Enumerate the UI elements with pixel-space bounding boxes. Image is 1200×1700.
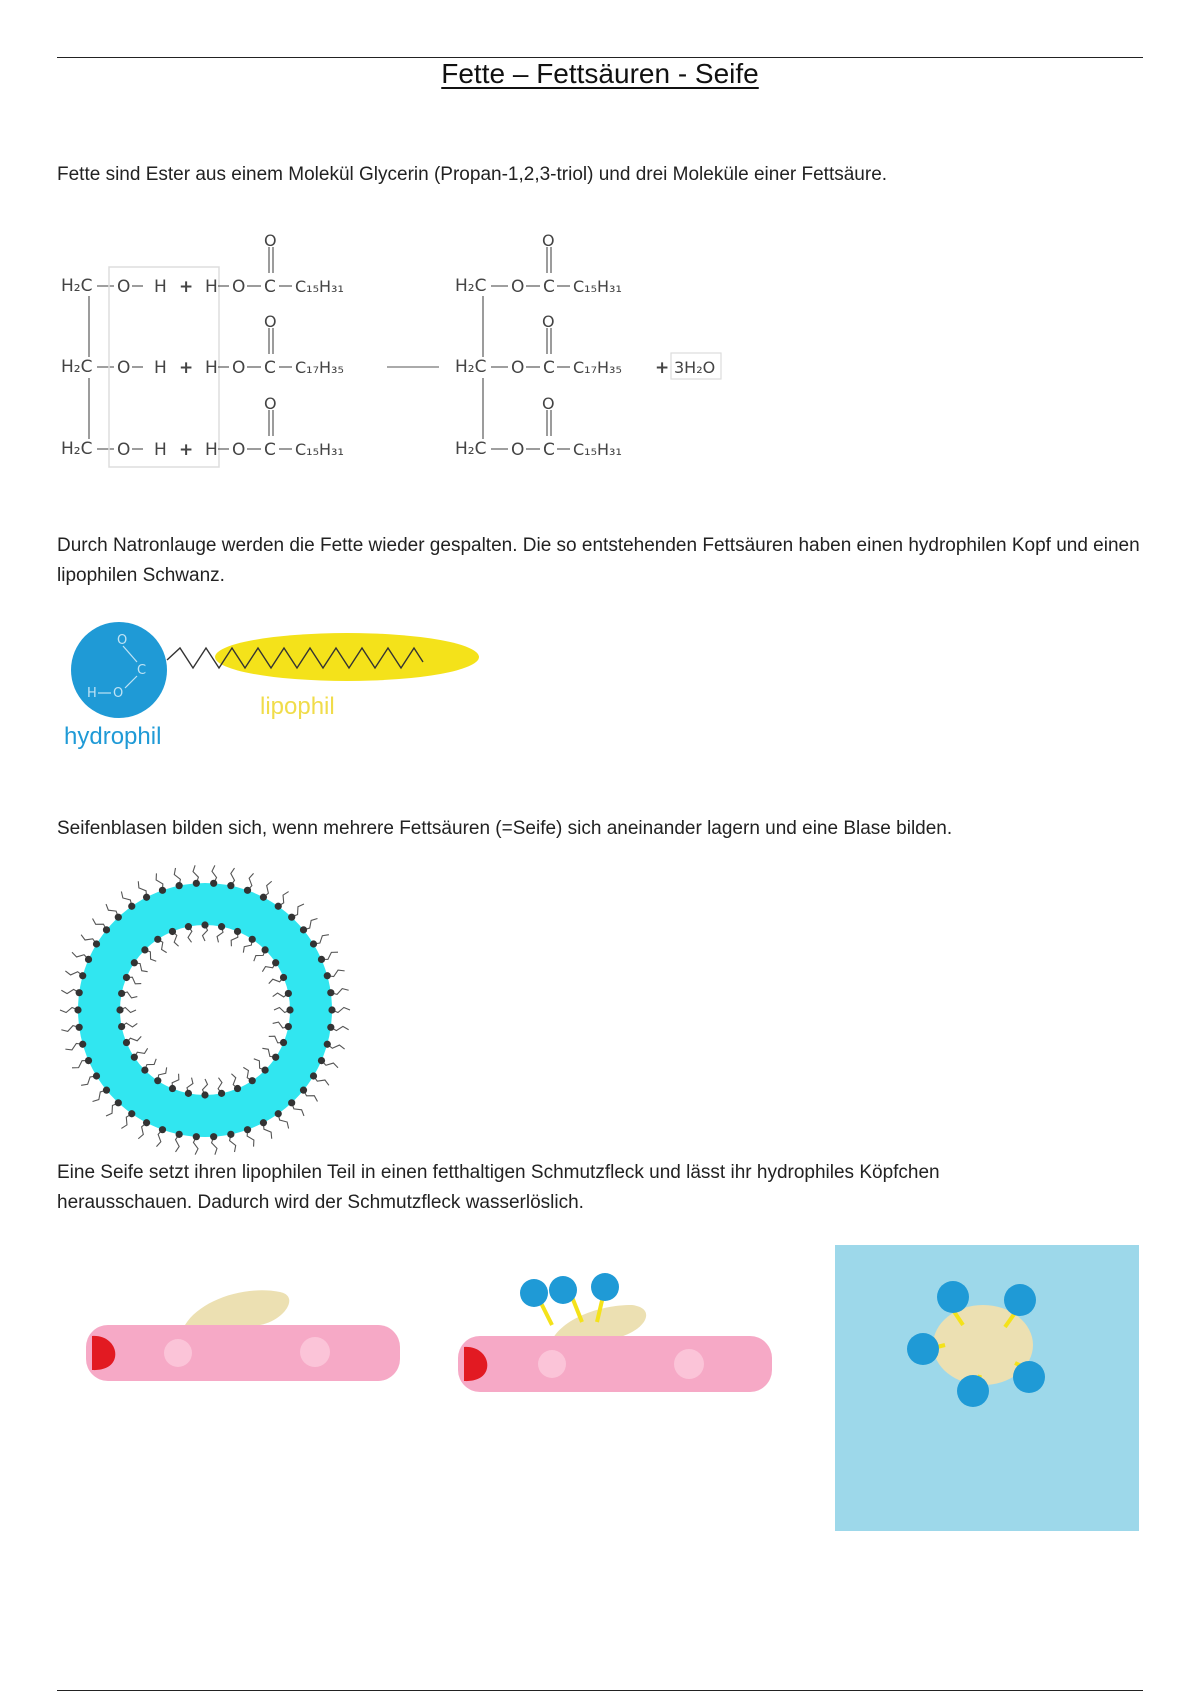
soap-head [549, 1276, 577, 1304]
page-title: Fette – Fettsäuren - Seife [441, 58, 759, 89]
hydrophil-label: hydrophil [64, 723, 162, 750]
surfactant-head [154, 936, 161, 943]
soap-on-stain-illustration [432, 1260, 792, 1440]
surfactant-head [154, 1077, 161, 1084]
surfactant-head [318, 1057, 325, 1064]
surfactant-head [115, 1099, 122, 1106]
surfactant-head [93, 1072, 100, 1079]
fatty-acid-1 [205, 231, 344, 297]
surfactant-head [327, 989, 334, 996]
surfactant-head [141, 946, 148, 953]
lipophil-tail-ellipse [215, 633, 479, 681]
svg-text:O: O [264, 231, 277, 250]
lipophil-label: lipophil [260, 693, 335, 720]
soap-head [591, 1273, 619, 1301]
surfactant-head [79, 972, 86, 979]
svg-text:O: O [113, 686, 124, 701]
glycerol-group-2: H₂C [61, 357, 93, 377]
surfactant-head [128, 903, 135, 910]
surfactant-head [310, 940, 317, 947]
soap-bubble-diagram [57, 862, 357, 1162]
surfactant-head [210, 1133, 217, 1140]
surfactant-head [76, 989, 83, 996]
surfactant-head [79, 1041, 86, 1048]
surfactant-head [275, 1110, 282, 1117]
surfactant-head [260, 1119, 267, 1126]
surfactant-head [176, 1131, 183, 1138]
surfactant-head [227, 882, 234, 889]
surfactant-head [300, 926, 307, 933]
surfactant-head [272, 1054, 279, 1061]
svg-text:O: O [232, 358, 246, 378]
glycerol-molecule [61, 276, 167, 460]
surfactant-head [115, 914, 122, 921]
finger [86, 1325, 400, 1381]
svg-text:C: C [264, 277, 276, 297]
surfactant-head [288, 914, 295, 921]
surfactant-head [76, 1024, 83, 1031]
surfactant-head [85, 1057, 92, 1064]
svg-text:C₁₅H₃₁: C₁₅H₃₁ [573, 277, 622, 296]
surfactant-head [249, 936, 256, 943]
surfactant-head [85, 956, 92, 963]
svg-text:O: O [117, 633, 128, 648]
surfactant-head [131, 1054, 138, 1061]
surfactant-head [218, 923, 225, 930]
surfactant-head [123, 1039, 130, 1046]
surfactant-head [285, 1023, 292, 1030]
svg-text:H: H [87, 686, 97, 701]
svg-text:H: H [205, 277, 218, 297]
surfactant-head [143, 894, 150, 901]
grease-stain [185, 1290, 289, 1325]
surfactant-head [324, 1041, 331, 1048]
surfactant-head [103, 926, 110, 933]
inner-surfactant-layer [116, 921, 293, 1098]
surfactant-head [103, 1087, 110, 1094]
fatty-acid-figure [57, 622, 437, 752]
plus-water: + [655, 358, 670, 378]
plus-signs [179, 277, 193, 460]
svg-text:C₁₅H₃₁: C₁₅H₃₁ [573, 440, 622, 459]
surfactant-head [327, 1024, 334, 1031]
surfactant-head [141, 1067, 148, 1074]
svg-text:+: + [179, 358, 194, 378]
surfactant-head [244, 1126, 251, 1133]
hydroxyl-o-1: O [117, 277, 131, 297]
chain-3: C₁₅H₃₁ [295, 440, 344, 459]
surfactant-head [285, 990, 292, 997]
surfactant-head [234, 928, 241, 935]
surfactant-head [286, 1006, 293, 1013]
surfactant-head [300, 1087, 307, 1094]
svg-text:O: O [542, 394, 555, 413]
hydroxyl-o-3: O [117, 440, 131, 460]
soap-head [520, 1279, 548, 1307]
svg-text:+: + [179, 440, 194, 460]
hydroxyl-h-3: H [154, 440, 167, 460]
glycerol-group-3: H₂C [61, 439, 93, 459]
svg-text:O: O [542, 231, 555, 250]
svg-text:C: C [543, 277, 555, 297]
surfactant-head [280, 974, 287, 981]
surfactant-head [143, 1119, 150, 1126]
surfactant-head [324, 972, 331, 979]
svg-text:C: C [137, 663, 147, 678]
surfactant-head [193, 880, 200, 887]
surfactant-head [159, 1126, 166, 1133]
surfactant-head [262, 1067, 269, 1074]
svg-text:H: H [205, 440, 218, 460]
surfactant-head [244, 887, 251, 894]
water-product: 3H₂O [674, 358, 716, 377]
surfactant-head [234, 1085, 241, 1092]
triglyceride-molecule [455, 231, 622, 460]
micelle-in-water-illustration [835, 1245, 1139, 1531]
chain-2: C₁₇H₃₅ [295, 358, 344, 377]
surfactant-head [116, 1006, 123, 1013]
svg-text:O: O [542, 312, 555, 331]
soap-head [957, 1375, 989, 1407]
paragraph-saponification: Durch Natronlauge werden die Fette wieder gespalten. Die so entstehenden Fettsäuren haben einen hydrophilen Kopf und einen lipophilen Schwanz. [57, 535, 1140, 586]
svg-text:O: O [511, 440, 525, 460]
soap-head [1013, 1361, 1045, 1393]
svg-text:O: O [232, 440, 246, 460]
surfactant-head [227, 1131, 234, 1138]
surfactant-head [185, 1090, 192, 1097]
soap-head [937, 1281, 969, 1313]
svg-text:O: O [232, 277, 246, 297]
surfactant-head [210, 880, 217, 887]
surfactant-head [185, 923, 192, 930]
bubble-water-layer [99, 904, 311, 1116]
fatty-acid-3 [205, 394, 344, 460]
surfactant-head [328, 1006, 335, 1013]
surfactant-head [159, 887, 166, 894]
finger [458, 1336, 772, 1392]
surfactant-head [310, 1072, 317, 1079]
surfactant-head [262, 946, 269, 953]
surfactant-head [193, 1133, 200, 1140]
hydroxyl-o-2: O [117, 358, 131, 378]
surfactant-head [280, 1039, 287, 1046]
paragraph-soap-bubbles: Seifenblasen bilden sich, wenn mehrere Fettsäuren (=Seife) sich aneinander lagern und eine Blase bilden. [57, 818, 953, 839]
hydroxyl-h-2: H [154, 358, 167, 378]
glycerol-group-1: H₂C [61, 276, 93, 296]
surfactant-head [201, 921, 208, 928]
svg-text:O: O [264, 312, 277, 331]
svg-text:C₁₇H₃₅: C₁₇H₃₅ [573, 358, 622, 377]
surfactant-head [131, 959, 138, 966]
surfactant-head [74, 1006, 81, 1013]
surfactant-head [118, 1023, 125, 1030]
paragraph-fats-definition: Fette sind Ester aus einem Molekül Glycerin (Propan-1,2,3-triol) und drei Moleküle einer Fettsäure. [57, 164, 888, 185]
paragraph-cleaning-action: Eine Seife setzt ihren lipophilen Teil in einen fetthaltigen Schmutzfleck und lässt ihr hydrophiles Köpfchen herausschauen. Dadurch wird der Schmutzfleck wasserlöslich. [57, 1162, 940, 1213]
svg-text:H₂C: H₂C [455, 357, 487, 377]
svg-text:C: C [543, 358, 555, 378]
surfactant-head [123, 974, 130, 981]
hydroxyl-h-1: H [154, 277, 167, 297]
surfactant-head [93, 940, 100, 947]
soap-head [907, 1333, 939, 1365]
svg-text:O: O [511, 358, 525, 378]
fatty-acid-2 [205, 312, 344, 378]
svg-text:O: O [264, 394, 277, 413]
bottom-rule [57, 1690, 1143, 1691]
surfactant-head [260, 894, 267, 901]
surfactant-head [201, 1091, 208, 1098]
surfactant-head [272, 959, 279, 966]
soap-head [1004, 1284, 1036, 1316]
svg-text:+: + [179, 277, 194, 297]
surfactant-head [288, 1099, 295, 1106]
surfactant-head [118, 990, 125, 997]
finger-with-stain-illustration [60, 1230, 420, 1430]
chain-1: C₁₅H₃₁ [295, 277, 344, 296]
esterification-equation-diagram [57, 215, 737, 470]
svg-text:H₂C: H₂C [455, 276, 487, 296]
svg-text:C: C [543, 440, 555, 460]
surfactant-head [218, 1090, 225, 1097]
svg-text:H₂C: H₂C [455, 439, 487, 459]
surfactant-head [275, 903, 282, 910]
svg-text:O: O [511, 277, 525, 297]
fatty-acid-molecules [205, 231, 344, 460]
surfactant-head [128, 1110, 135, 1117]
surfactant-head [169, 928, 176, 935]
surfactant-head [318, 956, 325, 963]
svg-text:H: H [205, 358, 218, 378]
surfactant-head [176, 882, 183, 889]
svg-text:C: C [264, 440, 276, 460]
surfactant-head [249, 1077, 256, 1084]
svg-text:C: C [264, 358, 276, 378]
surfactant-head [169, 1085, 176, 1092]
